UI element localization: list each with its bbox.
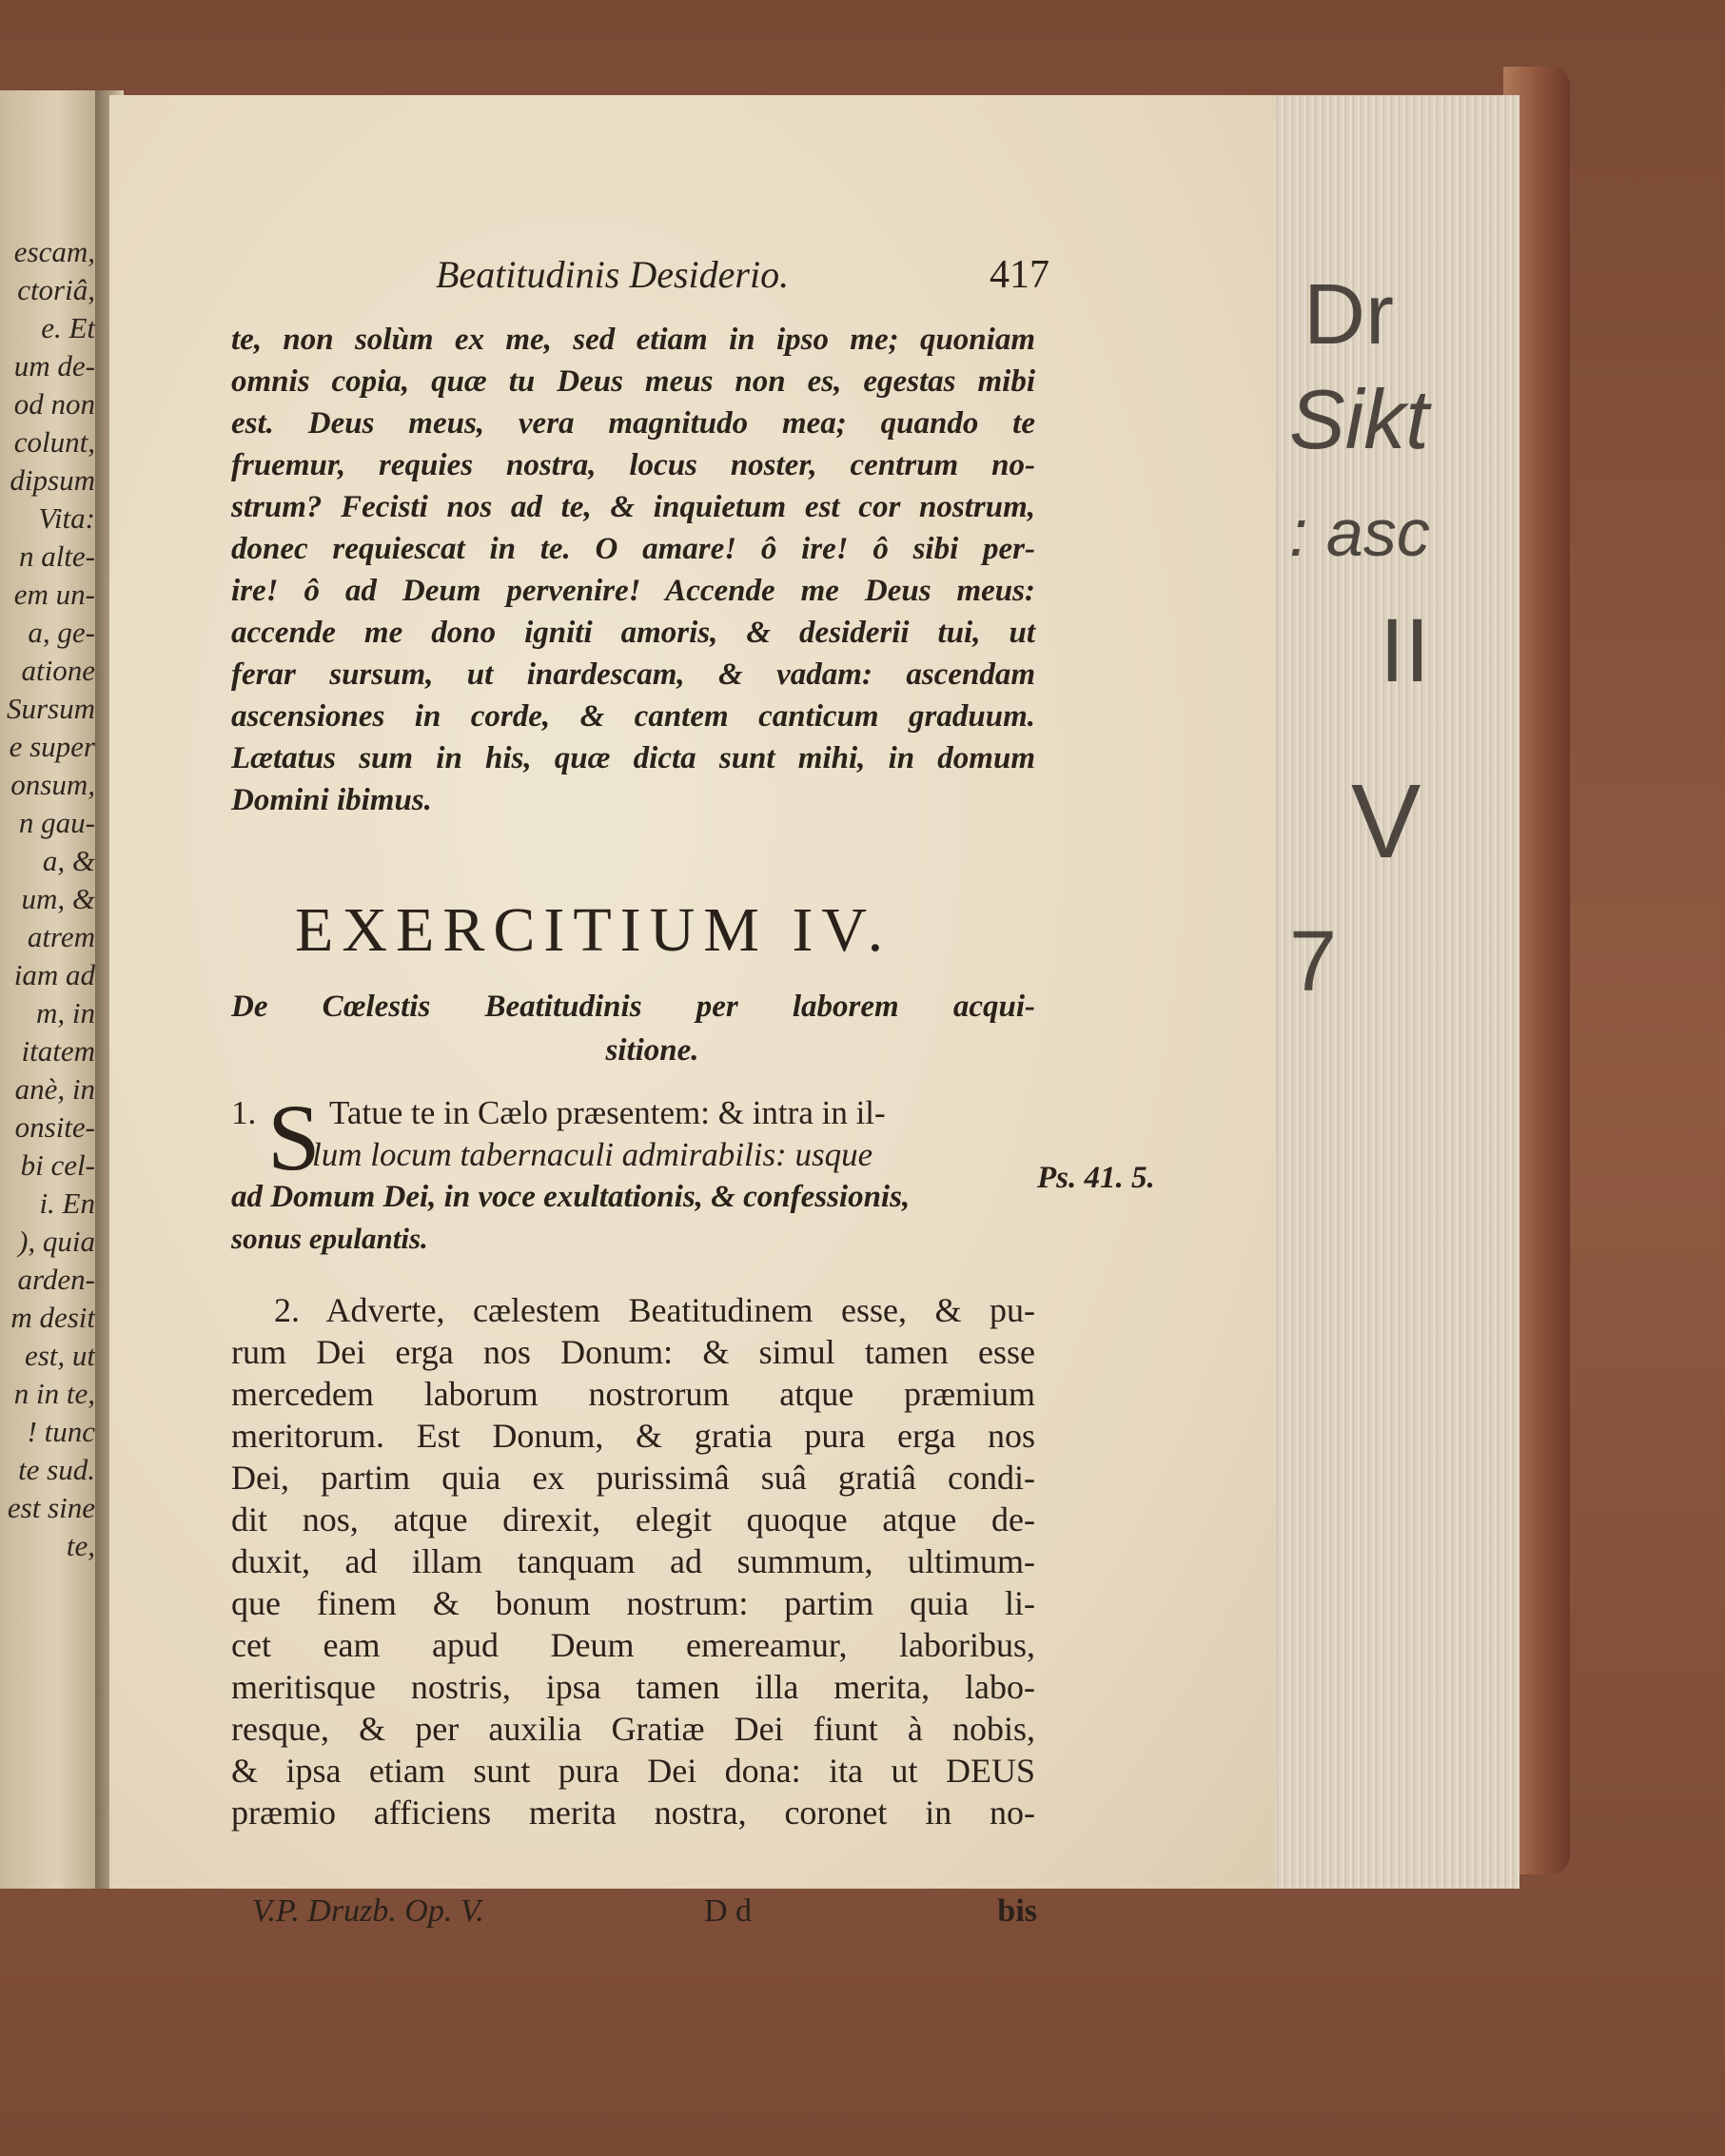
book-page	[109, 95, 1275, 1929]
facing-page-line: est, ut	[24, 1339, 95, 1372]
facing-page-line: est sine	[7, 1491, 95, 1524]
facing-page-line: m, in	[36, 996, 95, 1029]
facing-page-line: e super	[9, 730, 95, 763]
text-line: accende me dono igniti amoris, & desiderii tui, ut	[231, 616, 1035, 650]
facing-page-line: Sursum	[6, 692, 95, 725]
paragraph-number: 1.	[231, 1094, 257, 1131]
facing-page-line: iam ad	[13, 958, 95, 991]
previous-paragraph	[231, 319, 1035, 821]
text-line: fruemur, requies nostra, locus noster, centrum no-	[231, 448, 1035, 482]
text-line: rum Dei erga nos Donum: & simul tamen esse	[231, 1333, 1035, 1371]
text-line: que finem & bonum nostrum: partim quia li-	[231, 1584, 1035, 1622]
text-line: resque, & per auxilia Gratiæ Dei fiunt à nobis,	[231, 1710, 1035, 1748]
text-line: strum? Fecisti nos ad te, & inquietum est cor nostrum,	[231, 490, 1035, 524]
facing-page-line: e. Et	[41, 311, 95, 344]
facing-page-text	[4, 233, 95, 1565]
facing-page-line: n in te,	[13, 1377, 95, 1410]
edge-scrawl-5: V	[1351, 763, 1421, 880]
facing-page-line: a, &	[42, 844, 95, 877]
facing-page-line: m desit	[10, 1301, 95, 1334]
section-subheading	[231, 985, 1035, 1072]
text-line: ascensiones in corde, & cantem canticum graduum.	[231, 699, 1035, 734]
fore-edge-inscription	[1284, 266, 1513, 1009]
facing-page-line: em un-	[13, 578, 95, 611]
running-head	[326, 252, 1049, 300]
margin-note: Ps. 41. 5.	[1037, 1161, 1155, 1195]
drop-cap: S	[267, 1085, 321, 1190]
facing-page-fragment	[0, 90, 105, 1889]
facing-page-line: um de-	[13, 349, 95, 382]
facing-page-line: od non	[13, 387, 95, 421]
facing-page-line: um, &	[21, 882, 95, 915]
facing-page-line: dipsum	[10, 463, 95, 497]
facing-page-line: ), quia	[18, 1225, 95, 1258]
facing-page-line: itatem	[21, 1034, 95, 1068]
text-line: mercedem laborum nostrorum atque præmium	[231, 1375, 1035, 1413]
facing-page-line: ctoriâ,	[17, 273, 95, 306]
text-line: 2. Adverte, cælestem Beatitudinem esse, & pu-	[274, 1291, 1035, 1329]
text-line: cet eam apud Deum emereamur, laboribus,	[231, 1626, 1035, 1664]
text-line: omnis copia, quæ tu Deus meus non es, egestas mibi	[231, 364, 1035, 399]
facing-page-line: colunt,	[13, 425, 95, 459]
facing-page-line: n gau-	[18, 806, 95, 839]
paragraph-1	[231, 1085, 1035, 1260]
page-footer	[252, 1893, 1037, 1936]
facing-page-line: te sud.	[18, 1453, 95, 1486]
facing-page-line: Vita:	[38, 501, 95, 535]
edge-scrawl-1: Dr	[1304, 267, 1394, 363]
text-line: duxit, ad illam tanquam ad summum, ultimum-	[231, 1542, 1035, 1580]
text-line: meritisque nostris, ipsa tamen illa merita, labo-	[231, 1668, 1035, 1706]
signature-label: V.P. Druzb. Op. V.	[252, 1893, 484, 1929]
text-line: dit nos, atque direxit, elegit quoque atque de-	[231, 1500, 1035, 1539]
facing-page-line: a, ge-	[28, 616, 95, 649]
facing-page-line: onsum,	[10, 768, 95, 801]
paragraph-2	[231, 1289, 1035, 1833]
text-line: & ipsa etiam sunt pura Dei dona: ita ut DEUS	[231, 1752, 1035, 1790]
text-line: te, non solùm ex me, sed etiam in ipso me; quoniam	[231, 323, 1035, 357]
text-line: donec requiescat in te. O amare! ô ire! ô sibi per-	[231, 532, 1035, 566]
text-line: Domini ibimus.	[231, 783, 432, 817]
facing-page-line: atione	[21, 654, 95, 687]
page-number: 417	[990, 253, 1049, 297]
facing-page-line: bi cel-	[20, 1148, 95, 1182]
subheading-line: De Cœlestis Beatitudinis per laborem acqui-	[231, 990, 1035, 1024]
text-line: ire! ô ad Deum pervenire! Accende me Deus meus:	[231, 574, 1035, 608]
catchword: bis	[997, 1893, 1037, 1929]
text-line: præmio afficiens merita nostra, coronet in no-	[231, 1793, 1035, 1832]
text-line: meritorum. Est Donum, & gratia pura erga nos	[231, 1417, 1035, 1455]
facing-page-line: anè, in	[14, 1072, 95, 1106]
text-line: Tatue te in Cælo præsentem: & intra in il-	[329, 1094, 886, 1131]
edge-scrawl-3: : asc	[1289, 496, 1430, 570]
subheading-line: sitione.	[605, 1033, 699, 1068]
text-line: ferar sursum, ut inardescam, & vadam: ascendam	[231, 657, 1035, 692]
signature-mark: D d	[704, 1893, 753, 1929]
facing-page-line: escam,	[13, 235, 95, 268]
text-line: Dei, partim quia ex purissimâ suâ gratiâ condi-	[231, 1459, 1035, 1497]
facing-page-line: n alte-	[18, 539, 95, 573]
text-line: est. Deus meus, vera magnitudo mea; quando te	[231, 406, 1035, 441]
facing-page-line: atrem	[27, 920, 95, 953]
facing-page-line: onsite-	[14, 1110, 95, 1144]
edge-scrawl-6: 7	[1289, 914, 1338, 1009]
text-line: ad Domum Dei, in voce exultationis, & confessionis,	[231, 1180, 911, 1214]
edge-scrawl-4: II	[1380, 600, 1430, 701]
section-heading: EXERCITIUM IV.	[295, 895, 892, 965]
running-title: Beatitudinis Desiderio.	[436, 253, 790, 296]
edge-scrawl-2: Sikt	[1289, 372, 1429, 466]
text-line: Lætatus sum in his, quæ dicta sunt mihi, in domum	[231, 741, 1035, 775]
facing-page-line: te,	[66, 1529, 95, 1562]
text-line: lum locum tabernaculi admirabilis: usque	[312, 1136, 873, 1173]
text-line: sonus epulantis.	[231, 1222, 428, 1255]
facing-page-line: i. En	[39, 1186, 95, 1220]
facing-page-line: arden-	[17, 1263, 95, 1296]
facing-page-line: ! tunc	[27, 1415, 95, 1448]
